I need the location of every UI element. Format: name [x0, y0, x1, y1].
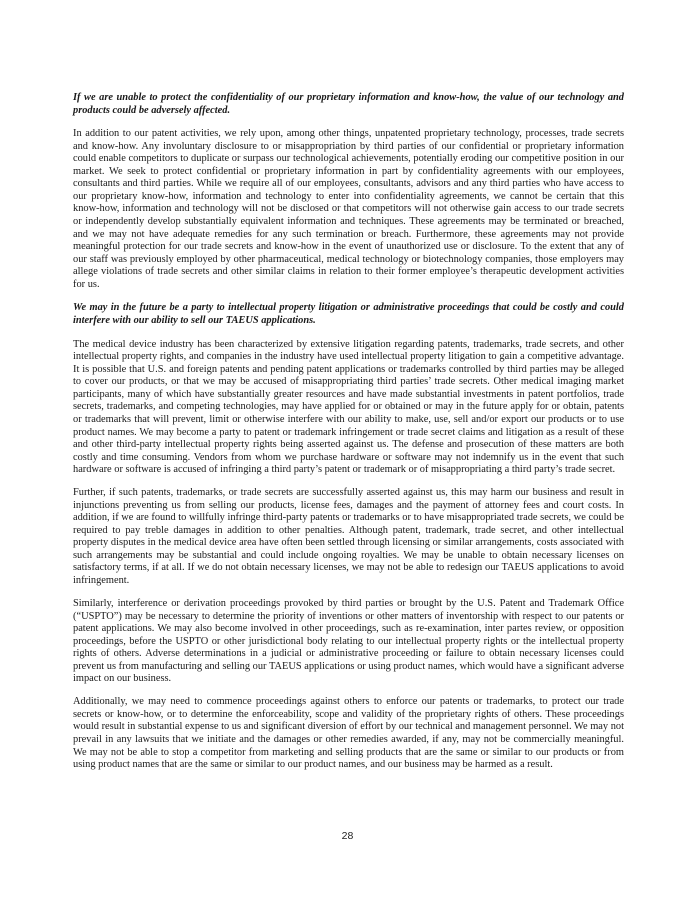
paragraph-litigation-overview: The medical device industry has been characterized by extensive litigation regarding patents, trademarks, trade secrets, and other intellectual property rights, and companies in the industry have used intellectual property litigation to gain a competitive advantage. It is possible that U.S. and foreign patents and pending patent applications or trademarks controlled by third parties may be alleged to cover our products, or that we may be accused of misappropriating third parties’ trade secrets. Other medical imaging market participants, many of which have substantially greater resources and have made substantial investments in patent portfolios, trade secrets, trademarks, and competing technologies, may have applied for or obtained or may in the future apply for or obtain, patents or trademarks that will prevent, limit or otherwise interfere with our ability to make, use, sell and/or export our products or to use product names. We may become a party to patent or trademark infringement or trade secret claims and litigation as a result of these and other third-party intellectual property rights being asserted against us. The defense and prosecution of these matters are both costly and time consuming. Vendors from whom we purchase hardware or software may not indemnify us in the event that such hardware or software is accused of infringing a third party’s patent or trademark or of misappropriating a third party’s trade secret.	[73, 338, 624, 476]
document-page	[73, 92, 624, 782]
section-heading-confidentiality: If we are unable to protect the confidentiality of our proprietary information and know-how, the value of our technology and products could be adversely affected.	[73, 92, 624, 116]
paragraph-infringement-consequences: Further, if such patents, trademarks, or trade secrets are successfully asserted against us, this may harm our business and result in injunctions preventing us from selling our products, license fees, damages and the payment of attorney fees and court costs. In addition, if we are found to willfully infringe third-party patents or trademarks or to have misappropriated trade secrets, we could be required to pay treble damages in addition to other penalties. Although patent, trademark, trade secret, and other intellectual property disputes in the medical device area have often been settled through licensing or similar arrangements, costs associated with such arrangements may be substantial and could include ongoing royalties. We may be unable to obtain necessary licenses on satisfactory terms, if at all. If we do not obtain necessary licenses, we may not be able to redesign our TAEUS applications to avoid infringement.	[73, 487, 624, 587]
paragraph-confidentiality: In addition to our patent activities, we rely upon, among other things, unpatented proprietary technology, processes, trade secrets and know-how. Any involuntary disclosure to or misappropriation by third parties of our confidential or proprietary information could enable competitors to duplicate or surpass our technological achievements, potentially eroding our competitive position in our market. We seek to protect confidential or proprietary information in part by confidentiality agreements with our employees, consultants and third parties. While we require all of our employees, consultants, advisors and any third parties who have access to our proprietary know-how, information and technology to enter into confidentiality agreements, we cannot be certain that this know-how, information and technology will not be disclosed or that competitors will not otherwise gain access to our trade secrets or independently develop substantially equivalent information and techniques. These agreements may be terminated or breached, and we may not have adequate remedies for any such termination or breach. Furthermore, these agreements may not provide meaningful protection for our trade secrets and know-how in the event of unauthorized use or disclosure. To the extent that any of our staff was previously employed by other pharmaceutical, medical technology or biotechnology companies, those employers may allege violations of trade secrets and other similar claims in relation to their former employee’s therapeutic development activities for us.	[73, 128, 624, 290]
page-number: 28	[341, 830, 354, 842]
paragraph-uspto-proceedings: Similarly, interference or derivation proceedings provoked by third parties or brought by the U.S. Patent and Trademark Office (“USPTO”) may be necessary to determine the priority of inventions or other matters of inventorship with respect to our patents or patent applications. We may also become involved in other proceedings, such as re-examination, inter partes review, or opposition proceedings, before the USPTO or other jurisdictional body relating to our intellectual property rights or the intellectual property rights of others. Adverse determinations in a judicial or administrative proceeding or failure to obtain necessary licenses could prevent us from manufacturing and selling our TAEUS applications or using product names, which would have a significant adverse impact on our business.	[73, 598, 624, 685]
paragraph-enforcement-proceedings: Additionally, we may need to commence proceedings against others to enforce our patents or trademarks, to protect our trade secrets or know-how, or to determine the enforceability, scope and validity of the proprietary rights of others. These proceedings would result in substantial expense to us and significant diversion of effort by our technical and management personnel. We may not prevail in any lawsuits that we initiate and the damages or other remedies awarded, if any, may not be commercially meaningful. We may not be able to stop a competitor from marketing and selling products that are the same or similar to our products or from using product names that are the same or similar to our product names, and our business may be harmed as a result.	[73, 696, 624, 771]
section-heading-ip-litigation: We may in the future be a party to intellectual property litigation or administrative proceedings that could be costly and could interfere with our ability to sell our TAEUS applications.	[73, 302, 624, 327]
